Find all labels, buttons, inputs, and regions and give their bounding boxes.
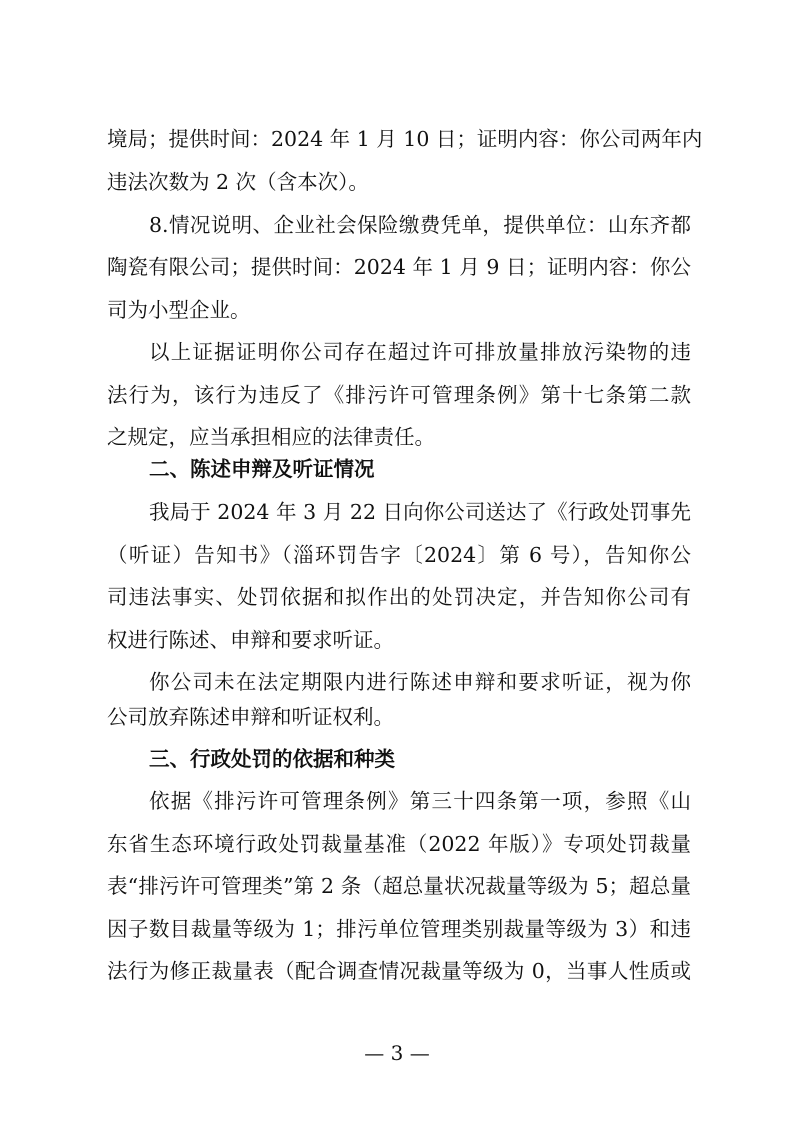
section-heading: 三、行政处罚的依据和种类 [149, 747, 395, 771]
text-line: 权进行陈述、申辩和要求听证。 [107, 628, 394, 652]
text-line: 8.情况说明、企业社会保险缴费凭单，提供单位：山东齐都 [149, 213, 691, 237]
text-line: （听证）告知书》（淄环罚告字〔2024〕第 6 号），告知你公 [107, 543, 691, 567]
text-line: 境局；提供时间：2024 年 1 月 10 日；证明内容：你公司两年内 [107, 127, 703, 151]
text-line: 违法次数为 2 次（含本次）。 [107, 170, 369, 194]
section-heading: 二、陈述申辩及听证情况 [149, 457, 375, 481]
text-line: 东省生态环境行政处罚裁量基准（2022 年版）》专项处罚裁量 [107, 832, 691, 856]
text-line: 我局于 2024 年 3 月 22 日向你公司送达了《行政处罚事先 [149, 500, 691, 524]
text-line: 公司放弃陈述申辩和听证权利。 [107, 705, 394, 729]
text-line: 以上证据证明你公司存在超过许可排放量排放污染物的违 [149, 340, 691, 364]
text-line: 表“排污许可管理类”第 2 条（超总量状况裁量等级为 5；超总量 [107, 874, 691, 898]
page-number: — 3 — [364, 1041, 430, 1065]
text-line: 依据《排污许可管理条例》第三十四条第一项，参照《山 [149, 789, 691, 813]
text-line: 司为小型企业。 [107, 298, 251, 322]
text-line: 之规定，应当承担相应的法律责任。 [107, 425, 435, 449]
text-line: 你公司未在法定期限内进行陈述申辩和要求听证，视为你 [149, 670, 691, 694]
text-line: 法行为修正裁量表（配合调查情况裁量等级为 0，当事人性质或 [107, 959, 691, 983]
text-line: 因子数目裁量等级为 1；排污单位管理类别裁量等级为 3）和违 [107, 917, 691, 941]
text-line: 司违法事实、处罚依据和拟作出的处罚决定，并告知你公司有 [107, 585, 691, 609]
text-line: 法行为，该行为违反了《排污许可管理条例》第十七条第二款 [107, 383, 691, 407]
text-line: 陶瓷有限公司；提供时间：2024 年 1 月 9 日；证明内容：你公 [107, 255, 691, 279]
